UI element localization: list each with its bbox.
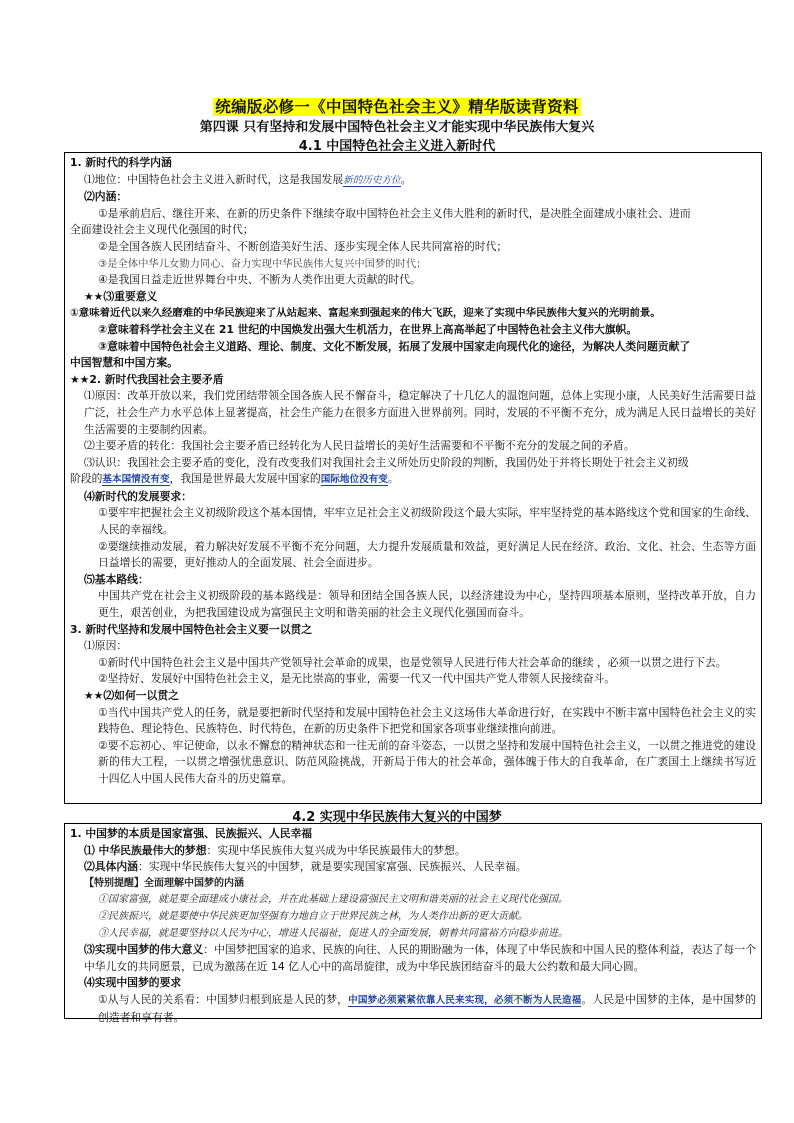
paragraph-cause-label: ⑴原因： — [84, 639, 128, 653]
paragraph-significance-2: ②意味着科学社会主义在 21 世纪的中国焕发出强大生机活力，在世界上高高举起了中国特色社会主义伟大旗帜。 — [98, 322, 638, 336]
paragraph-understanding-a: ⑶认识：我国社会主要矛盾的变化，没有改变我们对我国社会主义所处历史阶段的判断，我国仍处于并将长期处于社会主义初级 — [84, 455, 689, 469]
paragraph-happiness: ③人民幸福，就是要坚持以人民为中心，增进人民福祉，促进人的全面发展，朝着共同富裕方向稳步前进。 — [98, 927, 568, 939]
paragraph-connotation-3: ③是全体中华儿女勠力同心、奋力实现中华民族伟大复兴中国梦的时代； — [98, 257, 427, 270]
paragraph-cause-2: ②坚持好、发展好中国特色社会主义，是无比崇高的事业，需要一代又一代中国共产党人带领人民接续奋斗。 — [98, 672, 616, 686]
paragraph-connotation-1b: 全面建设社会主义现代化强国的时代； — [70, 223, 254, 237]
heading-china-dream-essence: 1. 中国梦的本质是国家富强、民族振兴、人民幸福 — [70, 827, 313, 840]
paragraph-significance: ⑶实现中国梦的伟大意义：中国梦把国家的追求、民族的向往、人民的期盼融为一体，体现了中华民族和中国人民的整体利益，表达了每一个中华儿女的共同愿景，已成为激荡在近 14 亿人心中的高昂旋律，成为中华民族团结奋斗的最大公约数和最大同心圆。 — [84, 943, 756, 973]
paragraph-requirement-2: ②要继续推动发展，着力解决好发展不平衡不充分问题，大力提升发展质量和效益，更好满足人民在经济、政治、文化、社会、生态等方面日益增长的需要，更好推动人的全面发展、社会全面进步。 — [98, 539, 756, 570]
paragraph-how-1: ①当代中国共产党人的任务，就是要把新时代坚持和发展中国特色社会主义这场伟大革命进行好，在实践中不断丰富中国特色社会主义的实践特色、理论特色、民族特色、时代特色，在新的历史条件下把党和国家各项事业继续推向前进。 — [98, 705, 756, 736]
heading-new-era: 1. 新时代的科学内涵 — [70, 156, 172, 169]
paragraph-cause-1: ①新时代中国特色社会主义是中国共产党领导社会革命的成果，也是党领导人民进行伟大社会革命的继续 ，必须一以贯之进行下去。 — [98, 655, 727, 669]
paragraph-status: ⑴地位：中国特色社会主义进入新时代，这是我国发展新的历史方位。 — [84, 172, 412, 186]
paragraph-people-relationship: ①从与人民的关系看：中国梦归根到底是人民的梦，中国梦必须紧紧依靠人民来实现，必须不断为人民造福。人民是中国梦的主体，是中国梦的创造者和享有者。 — [98, 992, 757, 1024]
paragraph-basic-line: 中国共产党在社会主义初级阶段的基本路线是：领导和团结全国各族人民，以经济建设为中心，坚持四项基本原则，坚持改革开放，自力更生，艰苦创业，为把我国建设成为富强民主文明和谐美丽的社会主义现代化强国而奋斗。 — [98, 589, 756, 620]
heading-main-contradiction: ★★2. 新时代我国社会主要矛盾 — [70, 372, 224, 386]
paragraph-transformation: ⑵主要矛盾的转化：我国社会主要矛盾已经转化为人民日益增长的美好生活需要和不平衡不充分的发展之间的矛盾。 — [84, 439, 635, 453]
highlight-basic-condition: 基本国情没有变 — [102, 474, 170, 486]
heading-basic-line: ⑸基本路线： — [84, 572, 149, 586]
heading-significance: ★★⑶重要意义 — [84, 289, 158, 303]
highlight-international-status: 国际地位没有变 — [320, 474, 388, 486]
highlight-historic-position: 新的历史方位 — [343, 174, 401, 186]
lesson-title: 第四课 只有坚持和发展中国特色社会主义才能实现中华民族伟大复兴 — [199, 120, 595, 135]
paragraph-connotation-label: ⑵内涵： — [84, 190, 128, 204]
paragraph-understanding-b: 阶段的基本国情没有变，我国是世界最大发展中国家的国际地位没有变。 — [70, 472, 399, 486]
paragraph-significance-3b: 中国智慧和中国方案。 — [70, 356, 178, 370]
section-title-4-1: 4.1 中国特色社会主义进入新时代 — [298, 139, 496, 154]
paragraph-significance-1: ①意味着近代以来久经磨难的中华民族迎来了从站起来、富起来到强起来的伟大飞跃，迎来了实现中华民族伟大复兴的光明前景。 — [70, 307, 661, 320]
paragraph-greatest-dream: ⑴ 中华民族最伟大的梦想：实现中华民族伟大复兴成为中华民族最伟大的梦想。 — [84, 843, 466, 857]
paragraph-reason: ⑴原因：改革开放以来，我们党团结带领全国各族人民不懈奋斗，稳定解决了十几亿人的温饱问题，总体上实现小康，人民美好生活需要日益广泛，社会生产力水平总体上显著提高，社会生产能力在很多方面进入世界前列。同时，发展的不平衡不充分，成为满足人民日益增长的美好生活需要的主要制约因素。 — [84, 389, 756, 436]
paragraph-connotation-2: ②是全国各族人民团结奋斗、不断创造美好生活、逐步实现全体人民共同富裕的时代； — [98, 239, 508, 253]
special-reminder: 【特别提醒】全面理解中国梦的内涵 — [84, 877, 244, 889]
highlight-rely-on-people: 中国梦必须紧紧依靠人民来实现，必须不断为人民造福 — [348, 994, 582, 1006]
paragraph-how-2: ②要不忘初心、牢记使命，以永不懈怠的精神状态和一往无前的奋斗姿态，一以贯之坚持和发展中国特色社会主义，一以贯之推进党的建设新的伟大工程，一以贯之增强忧患意识、防范风险挑战，开新局于伟大的社会革命，强体魄于伟大的自我革命，在广袤国土上继续书写近十四亿人中国人民伟大奋斗的历史篇章。 — [98, 738, 756, 785]
heading-how-consistent: ★★⑵如何一以贯之 — [84, 689, 179, 702]
paragraph-requirement-1: ①要牢牢把握社会主义初级阶段这个基本国情，牢牢立足社会主义初级阶段这个最大实际，牢牢坚持党的基本路线这个党和国家的生命线、人民的幸福线。 — [98, 506, 756, 537]
section-box-4-1 — [64, 152, 762, 804]
heading-development-requirements: ⑷新时代的发展要求： — [84, 489, 192, 503]
heading-dream-requirements: ⑷实现中国梦的要求 — [84, 976, 182, 990]
paragraph-connotation-4: ④是我国日益走近世界舞台中央、不断为人类作出更大贡献的时代。 — [98, 273, 421, 287]
heading-consistency: 3. 新时代坚持和发展中国特色社会主义要一以贯之 — [70, 622, 313, 636]
paragraph-significance-3a: ③意味着中国特色社会主义道路、理论、制度、文化不断发展，拓展了发展中国家走向现代化的途径，为解决人类问题贡献了 — [98, 339, 691, 353]
section-box-4-2 — [64, 823, 762, 1024]
paragraph-rejuvenation: ②民族振兴，就是要使中华民族更加坚强有力地自立于世界民族之林，为人类作出新的更大贡献。 — [98, 910, 528, 922]
section-title-4-2: 4.2 实现中华民族伟大复兴的中国梦 — [292, 810, 502, 825]
paragraph-specific-connotation: ⑵具体内涵：实现中华民族伟大复兴的中国梦，就是要实现国家富强、民族振兴、人民幸福。 — [84, 860, 527, 874]
document-title: 统编版必修一《中国特色社会主义》精华版读背资料 — [215, 98, 579, 116]
paragraph-connotation-1a: ①是承前启后、继往开来、在新的历史条件下继续夺取中国特色社会主义伟大胜利的新时代，是决胜全面建成小康社会、进而 — [98, 206, 691, 220]
paragraph-prosperity: ①国家富强，就是要全面建成小康社会，并在此基础上建设富强民主文明和谐美丽的社会主义现代化强国。 — [98, 894, 568, 906]
